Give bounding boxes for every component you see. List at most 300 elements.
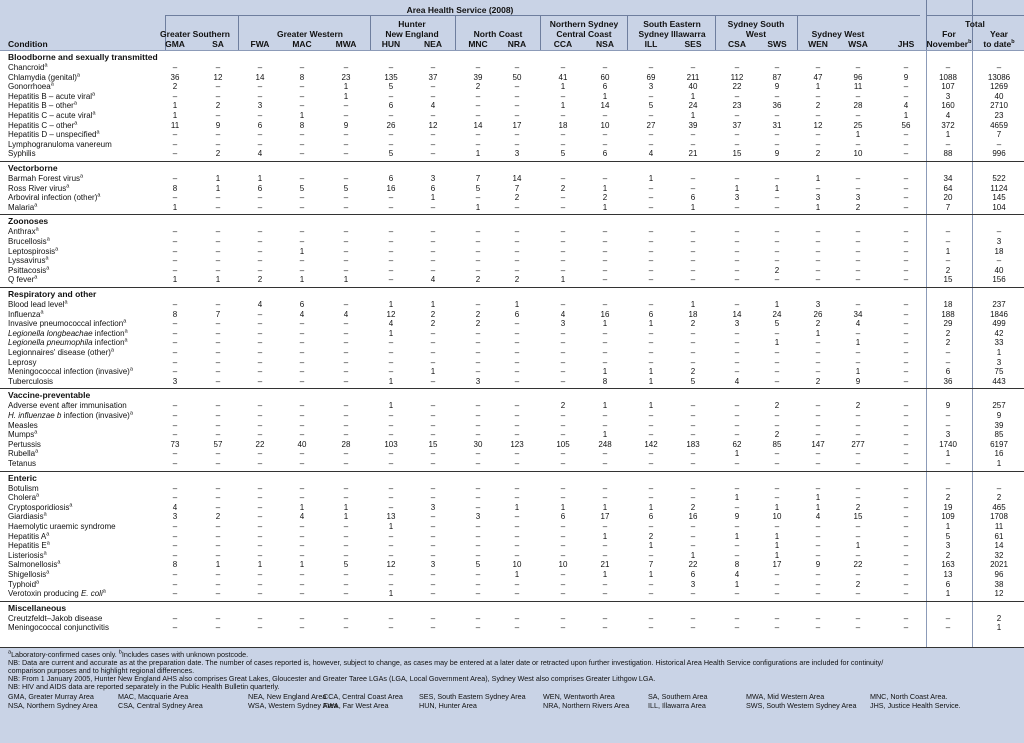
cell-csa: 14 — [732, 309, 742, 319]
cell-nsa: 1 — [602, 367, 608, 377]
cell-sws: – — [774, 623, 780, 633]
cell-nsa: – — [602, 300, 608, 309]
cell-sa: – — [215, 420, 221, 430]
group-header-line2: Greater Southern — [160, 29, 230, 39]
cell-nsa: 1 — [602, 319, 608, 329]
cell-sa: – — [215, 338, 221, 348]
cell-cca: 1 — [560, 101, 566, 111]
cell-sa: – — [215, 401, 221, 411]
abbreviation: JHS, Justice Health Service. — [870, 701, 961, 710]
cell-csa: 4 — [734, 570, 740, 579]
cell-sa: 2 — [215, 101, 221, 111]
cell-ill: – — [648, 357, 654, 367]
cell-nra: – — [514, 420, 520, 430]
cell-total-november: – — [945, 227, 951, 237]
cell-csa: – — [734, 357, 740, 367]
cell-total-november: 188 — [941, 309, 955, 319]
cell-mac: – — [299, 82, 305, 92]
table-row — [0, 256, 1024, 265]
cell-wsa: 2 — [855, 502, 861, 512]
cell-hun: 6 — [388, 101, 394, 111]
cell-nsa: 1 — [602, 502, 608, 512]
cell-gma: 36 — [170, 72, 180, 82]
footnote-marker: a — [123, 318, 127, 325]
cell-jhs: 56 — [901, 120, 911, 130]
footnote-marker: a — [34, 429, 38, 436]
cell-hun: – — [388, 570, 394, 579]
cell-wsa: 10 — [853, 149, 863, 159]
cell-jhs: – — [903, 139, 909, 149]
cell-wsa: – — [855, 411, 861, 420]
cell-nra: – — [514, 328, 520, 338]
cell-ill: 1 — [648, 570, 654, 579]
cell-nsa: 2 — [602, 193, 608, 203]
footnote-line: NB: From 1 January 2005, Hunter New England AHS also comprises Great Lakes, Gloucester and Greater Taree LGAs (LGA, Local Government Area), Sydney West also comprises Greater Lithgow LGA. — [8, 674, 656, 683]
cell-ses: 3 — [690, 579, 696, 589]
cell-fwa: – — [257, 541, 263, 551]
cell-ses: – — [690, 275, 696, 285]
cell-nsa: – — [602, 338, 608, 348]
cell-csa: – — [734, 227, 740, 237]
cell-nra: – — [514, 550, 520, 560]
cell-sa: – — [215, 256, 221, 266]
cell-sws: 1 — [774, 183, 780, 193]
cell-jhs: – — [903, 570, 909, 579]
cell-wsa: 9 — [855, 376, 861, 386]
cell-wen: – — [815, 275, 821, 285]
cell-ses: – — [690, 237, 696, 246]
condition-name — [8, 140, 112, 149]
cell-nsa: – — [602, 139, 608, 149]
cell-nea: – — [430, 522, 436, 531]
footnote-marker: a — [96, 129, 100, 136]
cell-cca: 4 — [560, 309, 566, 319]
table-row — [0, 377, 1024, 386]
cell-mwa: 1 — [343, 512, 349, 522]
condition-label: Lymphogranuloma vanereum — [8, 139, 112, 149]
cell-hun: 1 — [388, 589, 394, 599]
cell-nra: – — [514, 449, 520, 459]
cell-total-ytd: 1269 — [990, 82, 1008, 92]
table-row — [0, 237, 1024, 246]
column-header-cca: CCA — [553, 39, 573, 49]
cell-cca: – — [560, 420, 566, 430]
cell-csa: – — [734, 541, 740, 551]
cell-ses: – — [690, 493, 696, 503]
total-title: Total — [965, 19, 985, 29]
cell-nea: 3 — [430, 174, 436, 183]
condition-name — [8, 82, 54, 91]
cell-nea: – — [430, 623, 436, 633]
cell-gma: – — [172, 570, 178, 579]
cell-ill: – — [648, 483, 654, 493]
cell-total-ytd: 23 — [994, 111, 1004, 120]
cell-total-ytd: 1124 — [990, 183, 1008, 193]
abbreviation: SES, South Eastern Sydney Area — [419, 692, 526, 701]
cell-gma: – — [172, 246, 178, 256]
cell-wen: – — [815, 237, 821, 246]
cell-mnc: 7 — [475, 174, 481, 183]
cell-fwa: – — [257, 411, 263, 420]
table-row — [0, 401, 1024, 410]
cell-total-ytd: 1 — [996, 623, 1002, 633]
cell-total-november: 1088 — [939, 72, 957, 82]
cell-nsa: 21 — [600, 560, 610, 570]
cell-jhs: – — [903, 512, 909, 522]
cell-total-november: 1 — [945, 246, 951, 256]
cell-mwa: – — [343, 202, 349, 212]
cell-jhs: – — [903, 91, 909, 101]
footnote-marker: b — [968, 39, 972, 46]
cell-total-ytd: 156 — [992, 275, 1006, 285]
condition-name — [8, 111, 96, 120]
column-header-nsa: NSA — [596, 39, 614, 49]
cell-cca: 3 — [560, 319, 566, 329]
cell-sws: 1 — [774, 502, 780, 512]
cell-total-ytd: – — [996, 139, 1002, 149]
cell-hun: – — [388, 256, 394, 266]
cell-total-november: – — [945, 420, 951, 430]
condition-label: Hepatitis B – other — [8, 101, 74, 111]
cell-mwa: – — [343, 256, 349, 266]
cell-total-november: 3 — [945, 541, 951, 551]
cell-mwa: – — [343, 246, 349, 256]
cell-gma: – — [172, 338, 178, 348]
cell-nsa: 1 — [602, 531, 608, 541]
table-row — [0, 203, 1024, 212]
cell-ill: 1 — [648, 174, 654, 183]
cell-wen: – — [815, 63, 821, 72]
cell-sa: – — [215, 348, 221, 357]
cell-fwa: – — [257, 550, 263, 560]
cell-nsa: – — [602, 130, 608, 140]
cell-ses: – — [690, 589, 696, 599]
condition-label: Influenza — [8, 309, 41, 319]
condition-name — [8, 101, 77, 110]
cell-ill: 1 — [648, 376, 654, 386]
cell-sws: – — [774, 246, 780, 256]
total-header-text: to date — [983, 39, 1012, 49]
table-row — [0, 300, 1024, 309]
cell-csa: 1 — [734, 579, 740, 589]
cell-fwa: – — [257, 613, 263, 623]
footnote-marker: a — [129, 366, 133, 373]
cell-total-november: 2 — [945, 493, 951, 503]
cell-mac: – — [299, 531, 305, 541]
footnote-marker: a — [64, 299, 68, 306]
cell-mwa: 1 — [343, 82, 349, 92]
cell-nsa: – — [602, 589, 608, 599]
cell-cca: – — [560, 174, 566, 183]
cell-cca: – — [560, 328, 566, 338]
cell-ses: – — [690, 483, 696, 493]
cell-nra: – — [514, 411, 520, 420]
cell-nra: – — [514, 367, 520, 377]
group-header-line2: Greater Western — [277, 29, 343, 39]
cell-nra: – — [514, 483, 520, 493]
cell-sws: – — [774, 256, 780, 266]
cell-wen: – — [815, 522, 821, 531]
cell-nea: 1 — [430, 367, 436, 377]
cell-mac: 1 — [299, 560, 305, 570]
cell-nra: – — [514, 319, 520, 329]
cell-total-november: – — [945, 348, 951, 357]
total-for-november-header-line1: For — [942, 29, 956, 39]
footnote-marker: a — [92, 91, 96, 98]
section-title: Zoonoses — [8, 216, 49, 227]
cell-hun: 1 — [388, 401, 394, 411]
cell-nra: – — [514, 401, 520, 411]
cell-mwa: – — [343, 367, 349, 377]
abbreviation: NEA, New England Area — [248, 692, 327, 701]
cell-mwa: 1 — [343, 502, 349, 512]
section-title: Enteric — [8, 472, 37, 483]
cell-fwa: 1 — [257, 560, 263, 570]
cell-wsa: – — [855, 174, 861, 183]
footnote-marker: a — [124, 328, 128, 335]
condition-label: Hepatitis C – other — [8, 120, 75, 130]
condition-label: Listeriosis — [8, 550, 44, 560]
cell-wen: – — [815, 623, 821, 633]
cell-csa: – — [734, 237, 740, 246]
cell-fwa: – — [257, 459, 263, 468]
cell-fwa: – — [257, 420, 263, 430]
footnote-marker: a — [124, 337, 128, 344]
cell-mwa: – — [343, 401, 349, 411]
cell-hun: – — [388, 275, 394, 285]
cell-total-ytd: 42 — [994, 328, 1004, 338]
cell-csa: 22 — [732, 82, 742, 92]
cell-total-ytd: 499 — [992, 319, 1006, 329]
cell-wen: – — [815, 541, 821, 551]
cell-sws: – — [774, 493, 780, 503]
condition-label: Cholera — [8, 493, 37, 503]
footnote-marker: a — [80, 173, 84, 180]
cell-cca: – — [560, 338, 566, 348]
cell-fwa: – — [257, 256, 263, 266]
cell-csa: – — [734, 256, 740, 266]
abbreviation: WEN, Wentworth Area — [543, 692, 615, 701]
cell-nra: – — [514, 376, 520, 386]
cell-total-november: 64 — [943, 183, 953, 193]
cell-nra: 1 — [514, 570, 520, 579]
cell-mac: – — [299, 613, 305, 623]
cell-ill: – — [648, 193, 654, 203]
cell-sws: – — [774, 237, 780, 246]
cell-jhs: – — [903, 541, 909, 551]
column-header-wsa: WSA — [848, 39, 868, 49]
condition-name — [8, 73, 80, 82]
cell-ill: – — [648, 522, 654, 531]
cell-nra: 2 — [514, 193, 520, 203]
table-row — [0, 512, 1024, 521]
cell-nea: – — [430, 411, 436, 420]
cell-mnc: – — [475, 589, 481, 599]
cell-sa: 12 — [213, 72, 223, 82]
section-title: Respiratory and other — [8, 289, 97, 299]
cell-csa: – — [734, 420, 740, 430]
cell-csa: 3 — [734, 319, 740, 329]
cell-sws: – — [774, 275, 780, 285]
cell-mnc: 3 — [475, 512, 481, 522]
cell-jhs: – — [903, 256, 909, 266]
condition-label: Gonorrhoea — [8, 82, 51, 92]
cell-gma: – — [172, 420, 178, 430]
cell-nsa: – — [602, 246, 608, 256]
cell-csa: – — [734, 91, 740, 101]
cell-nra: 1 — [514, 502, 520, 512]
cell-csa: 1 — [734, 493, 740, 503]
condition-label: Malaria — [8, 202, 35, 212]
cell-total-ytd: 39 — [994, 420, 1004, 430]
group-header-line1: Sydney South — [727, 19, 785, 29]
cell-total-november: – — [945, 483, 951, 493]
cell-fwa: – — [257, 502, 263, 512]
cell-jhs: – — [903, 130, 909, 140]
cell-fwa: – — [257, 111, 263, 120]
condition-label: Q fever — [8, 275, 35, 285]
cell-mwa: 1 — [343, 275, 349, 285]
cell-wen: 1 — [815, 82, 821, 92]
cell-hun: – — [388, 367, 394, 377]
cell-cca: – — [560, 130, 566, 140]
cell-ill: – — [648, 449, 654, 459]
cell-sa: 1 — [215, 275, 221, 285]
cell-nsa: – — [602, 275, 608, 285]
cell-fwa: 1 — [257, 174, 263, 183]
cell-hun: – — [388, 579, 394, 589]
cell-ses: 6 — [690, 570, 696, 579]
cell-gma: 1 — [172, 275, 178, 285]
condition-name — [8, 401, 127, 410]
cell-total-ytd: – — [996, 256, 1002, 266]
cell-jhs: 1 — [903, 111, 909, 120]
cell-nsa: 10 — [600, 120, 610, 130]
cell-fwa: – — [257, 246, 263, 256]
condition-name — [8, 149, 36, 158]
cell-jhs: – — [903, 149, 909, 159]
section-title: Vectorborne — [8, 163, 58, 173]
cell-ses: – — [690, 139, 696, 149]
cell-csa: 1 — [734, 183, 740, 193]
cell-nra: – — [514, 246, 520, 256]
cell-mnc: – — [475, 237, 481, 246]
cell-cca: – — [560, 139, 566, 149]
cell-wsa: – — [855, 91, 861, 101]
cell-sa: – — [215, 139, 221, 149]
cell-nsa: 60 — [600, 72, 610, 82]
cell-total-ytd: 522 — [992, 174, 1006, 183]
cell-mnc: – — [475, 579, 481, 589]
cell-ill: – — [648, 275, 654, 285]
cell-nra: – — [514, 101, 520, 111]
abbreviation: MWA, Mid Western Area — [746, 692, 825, 701]
condition-name — [8, 541, 50, 550]
cell-total-ytd: 16 — [994, 449, 1004, 459]
cell-wsa: 22 — [853, 560, 863, 570]
cell-wen: 2 — [815, 376, 821, 386]
cell-cca: – — [560, 589, 566, 599]
cell-jhs: – — [903, 522, 909, 531]
condition-label: Syphilis — [8, 149, 36, 159]
footnote-marker: a — [92, 110, 96, 117]
cell-mnc: – — [475, 420, 481, 430]
cell-sa: – — [215, 430, 221, 440]
cell-nsa: – — [602, 227, 608, 237]
cell-wsa: – — [855, 357, 861, 367]
table-row — [0, 570, 1024, 579]
cell-mnc: 5 — [475, 560, 481, 570]
cell-nea: 37 — [428, 72, 438, 82]
cell-mac: 5 — [299, 183, 305, 193]
cell-hun: – — [388, 63, 394, 72]
condition-name: Legionella longbeachae infection$^a$ — [8, 328, 128, 338]
cell-mac: – — [299, 227, 305, 237]
cell-cca: – — [560, 237, 566, 246]
cell-jhs: – — [903, 560, 909, 570]
cell-hun: 6 — [388, 174, 394, 183]
cell-wsa: – — [855, 459, 861, 468]
cell-gma: – — [172, 401, 178, 411]
cell-total-ytd: 3 — [996, 357, 1002, 367]
footnote-marker: a — [46, 265, 50, 272]
cell-csa: 4 — [734, 376, 740, 386]
cell-nsa: – — [602, 237, 608, 246]
cell-wen: – — [815, 348, 821, 357]
cell-total-november: 3 — [945, 430, 951, 440]
cell-sa: – — [215, 246, 221, 256]
cell-csa: – — [734, 275, 740, 285]
cell-mwa: – — [343, 449, 349, 459]
total-year-to-date-header-line2 — [973, 39, 1024, 49]
cell-wsa: – — [855, 111, 861, 120]
cell-fwa: – — [257, 202, 263, 212]
cell-mwa: – — [343, 174, 349, 183]
cell-nra: – — [514, 589, 520, 599]
cell-fwa: 14 — [255, 72, 265, 82]
condition-label: Blood lead level — [8, 300, 65, 309]
cell-sws: – — [774, 348, 780, 357]
cell-ses: – — [690, 265, 696, 275]
italic-organism: H. influenzae b — [8, 411, 62, 420]
footnote-marker: a — [36, 578, 40, 585]
abbreviation: WSA, Western Sydney Area — [248, 701, 338, 710]
cell-total-november: 160 — [941, 101, 955, 111]
cell-total-november: 36 — [943, 376, 953, 386]
cell-wen: – — [815, 256, 821, 266]
cell-nsa: – — [602, 493, 608, 503]
cell-gma: – — [172, 265, 178, 275]
condition-header: Condition — [8, 39, 48, 49]
table-row — [0, 358, 1024, 367]
cell-total-november: 34 — [943, 174, 953, 183]
cell-jhs: – — [903, 300, 909, 309]
cell-nea: – — [430, 111, 436, 120]
cell-nea: – — [430, 91, 436, 101]
cell-ses: 1 — [690, 202, 696, 212]
cell-hun: 1 — [388, 522, 394, 531]
cell-csa: 1 — [734, 449, 740, 459]
cell-sws: 36 — [772, 101, 782, 111]
cell-nea: – — [430, 420, 436, 430]
cell-ill: – — [648, 91, 654, 101]
cell-jhs: – — [903, 183, 909, 193]
cell-mwa: 9 — [343, 120, 349, 130]
cell-sa: – — [215, 63, 221, 72]
cell-gma: 3 — [172, 376, 178, 386]
condition-label: Hepatitis A — [8, 531, 47, 541]
cell-wen: 12 — [813, 120, 823, 130]
